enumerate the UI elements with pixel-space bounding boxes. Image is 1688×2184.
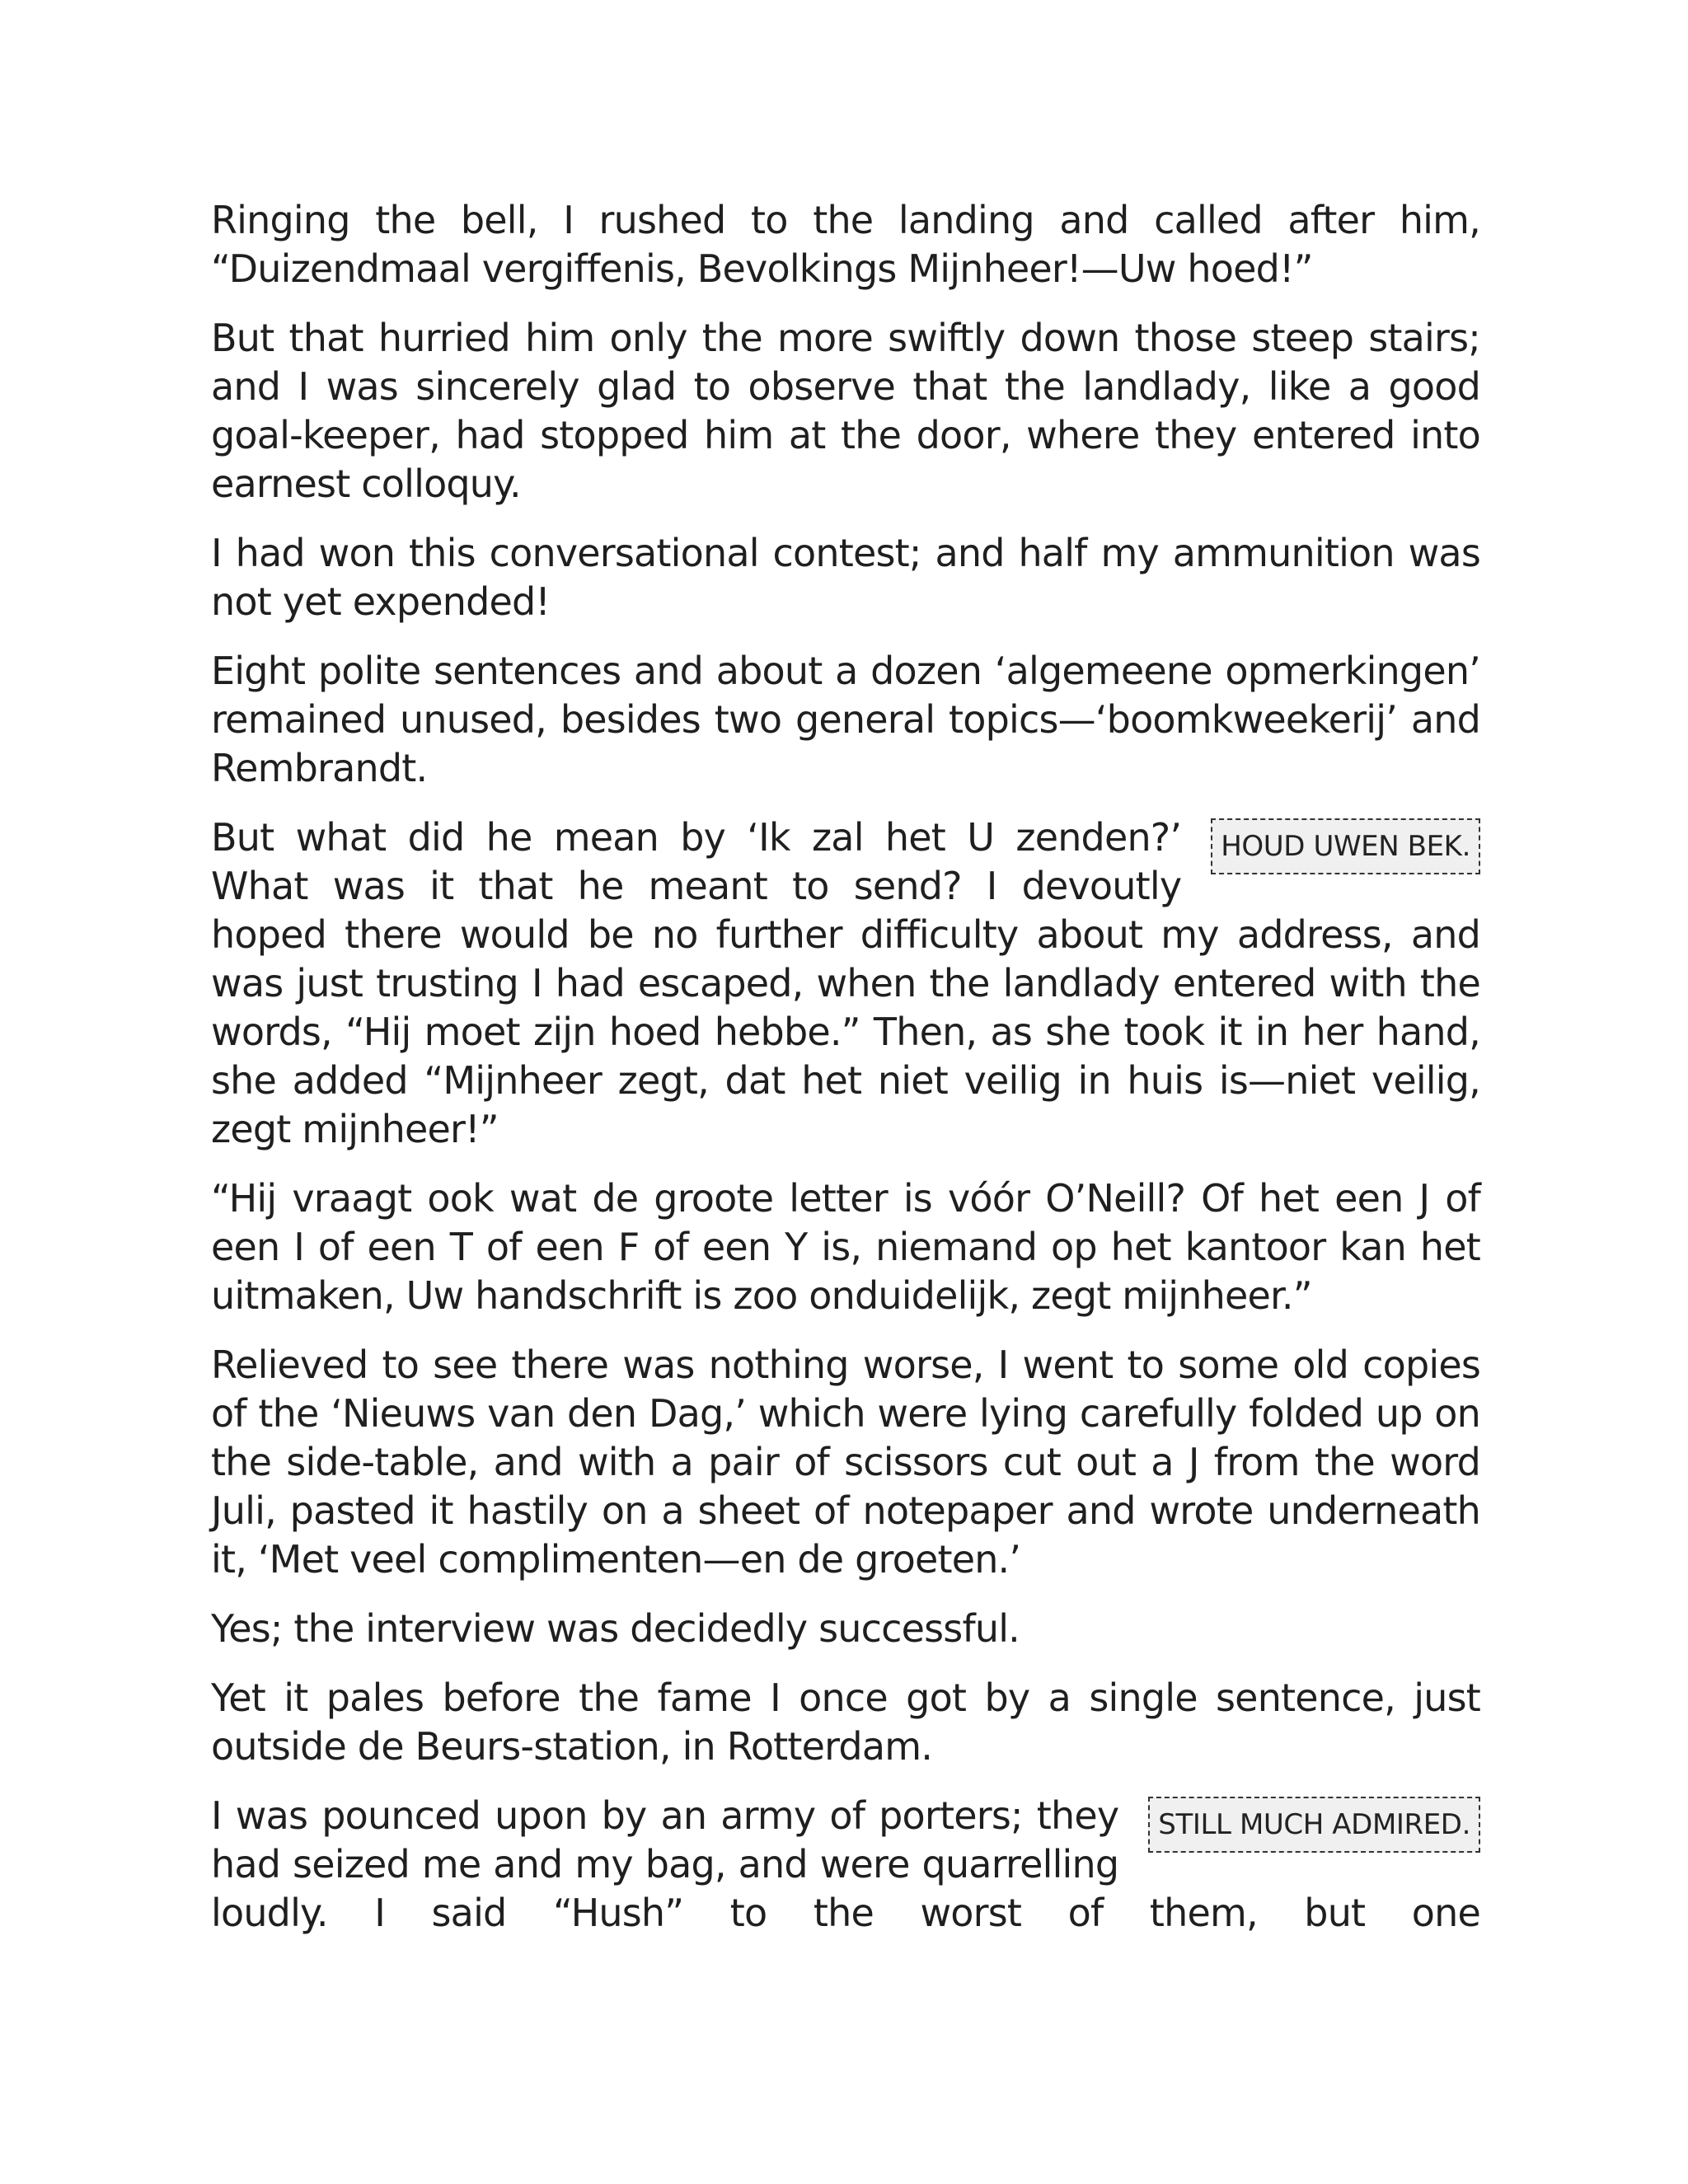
paragraph-3: I had won this conversational contest; and half my ammunition was not yet expended! (211, 531, 1480, 624)
paragraph-10-block (211, 1792, 1480, 1938)
paragraph-4: Eight polite sentences and about a dozen ‘algemeene opmerkingen’ remained unused, besides two general topics—‘boomkweekerij’ and Rembrandt. (211, 649, 1480, 790)
page-body (211, 196, 1480, 1958)
paragraph-5-block (211, 813, 1480, 1154)
paragraph-9: Yet it pales before the fame I once got by a single sentence, just outside de Beurs-station, in Rotterdam. (211, 1675, 1480, 1769)
paragraph-10: I was pounced upon by an army of porters; they had seized me and my bag, and were quarrelling loudly. I said “Hush” to the worst of them, but one (211, 1793, 1480, 1935)
sidenote-houd-uwen-bek: HOUD UWEN BEK. (1211, 818, 1480, 874)
paragraph-7: Relieved to see there was nothing worse, I went to some old copies of the ‘Nieuws van den Dag,’ which were lying carefully folded up on the side-table, and with a pair of scissors cut out a J from the word Juli, pasted it hastily on a sheet of notepaper and wrote underneath it, ‘Met veel complimenten—en de groeten.’ (211, 1343, 1480, 1582)
paragraph-6: “Hij vraagt ook wat de groote letter is vóór O’Neill? Of het een J of een I of een T of een F of een Y is, niemand op het kantoor kan het uitmaken, Uw handschrift is zoo onduidelijk, zegt mijnheer.” (211, 1176, 1480, 1318)
paragraph-1: Ringing the bell, I rushed to the landing and called after him, “Duizendmaal vergiffenis, Bevolkings Mijnheer!—Uw hoed!” (211, 198, 1480, 291)
paragraph-2: But that hurried him only the more swiftly down those steep stairs; and I was sincerely glad to observe that the landlady, like a good goal-keeper, had stopped him at the door, where they entered into earnest colloquy. (211, 316, 1480, 506)
sidenote-still-much-admired: STILL MUCH ADMIRED. (1148, 1797, 1480, 1853)
paragraph-8: Yes; the interview was decidedly successful. (211, 1606, 1020, 1651)
paragraph-5: But what did he mean by ‘Ik zal het U zenden?’ What was it that he meant to send? I devoutly hoped there would be no further difficulty about my address, and was just trusting I had escaped, when the landlady entered with the words, “Hij moet zijn hoed hebbe.” Then, as she took it in her hand, she added “Mijnheer zegt, dat het niet veilig in huis is—niet veilig, zegt mijnheer!” (211, 815, 1480, 1151)
